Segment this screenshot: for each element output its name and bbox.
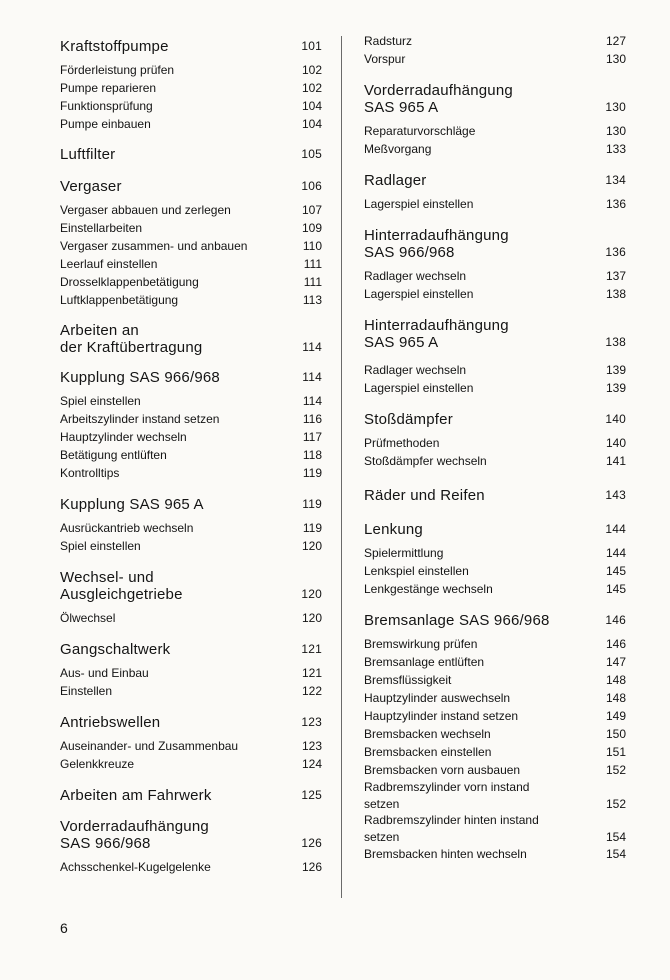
toc-page-number: 147 <box>605 655 626 669</box>
toc-section-heading <box>60 641 322 658</box>
toc-entry <box>60 428 322 446</box>
toc-entry-title: Radsturz <box>364 34 413 48</box>
toc-page-number: 140 <box>605 412 626 426</box>
toc-entry-title: Spiel einstellen <box>60 539 141 553</box>
toc-entry-title: Reparaturvorschläge <box>364 124 476 138</box>
toc-entry-title: Leerlauf einstellen <box>60 257 158 271</box>
toc-entry <box>364 122 626 140</box>
toc-entry <box>60 219 322 237</box>
toc-page-number: 152 <box>605 763 626 777</box>
toc-page-number: 123 <box>301 739 322 753</box>
toc-page-number: 105 <box>301 147 322 161</box>
toc-entry-title: Luftfilter <box>60 146 116 163</box>
toc-entry-title: Lenkung <box>364 521 423 538</box>
toc-page-number: 113 <box>302 293 322 307</box>
toc-page-number: 154 <box>605 829 626 844</box>
toc-page-number: 118 <box>302 448 322 462</box>
toc-entry-title: Vorderradaufhängung SAS 965 A <box>364 82 513 116</box>
toc-entry <box>364 361 626 379</box>
toc-entry <box>60 201 322 219</box>
toc-page-number: 154 <box>605 847 626 861</box>
toc-entry-title: Radbremszylinder vorn instand setzen <box>364 780 530 811</box>
toc-entry-title: Kupplung SAS 966/968 <box>60 369 220 386</box>
toc-entry-title: Betätigung entlüften <box>60 448 167 462</box>
toc-entry <box>364 140 626 158</box>
toc-section-heading <box>60 787 322 804</box>
toc-entry-title: Spielermittlung <box>364 546 444 560</box>
toc-page-number: 104 <box>301 117 322 131</box>
toc-entry <box>364 743 626 761</box>
toc-page-number: 114 <box>302 370 322 384</box>
toc-page-number: 114 <box>302 340 322 354</box>
toc-entry <box>60 446 322 464</box>
toc-entry <box>60 755 322 773</box>
toc-entry <box>60 682 322 700</box>
toc-page-number: 121 <box>301 642 322 656</box>
toc-entry-title: Förderleistung prüfen <box>60 63 175 77</box>
toc-page-number: 120 <box>301 587 322 601</box>
toc-entry-title: Drosselklappenbetätigung <box>60 275 199 289</box>
toc-entry-title: Gelenkkreuze <box>60 757 135 771</box>
toc-entry-title: Räder und Reifen <box>364 487 485 504</box>
toc-page-number: 110 <box>302 239 322 253</box>
toc-entry-title: Kraftstoffpumpe <box>60 38 169 55</box>
toc-entry-title: Kontrolltips <box>60 466 120 480</box>
toc-entry-title: Wechsel- und Ausgleichgetriebe <box>60 569 183 603</box>
toc-page-number: 148 <box>605 691 626 705</box>
toc-entry <box>364 562 626 580</box>
toc-entry-title: Vergaser zusammen- und anbauen <box>60 239 248 253</box>
toc-entry-title: Funktionsprüfung <box>60 99 153 113</box>
toc-entry-title: Auseinander- und Zusammenbau <box>60 739 239 753</box>
toc-page-number: 130 <box>605 124 626 138</box>
toc-entry <box>60 858 322 876</box>
toc-section-heading <box>60 322 322 356</box>
toc-entry-title: Radlager wechseln <box>364 269 467 283</box>
toc-page-number: 144 <box>605 546 626 560</box>
toc-page-number: 143 <box>605 488 626 502</box>
toc-page-number: 125 <box>301 788 322 802</box>
toc-page-number: 122 <box>301 684 322 698</box>
toc-entry-title: Achsschenkel-Kugelgelenke <box>60 860 211 874</box>
toc-entry <box>60 291 322 309</box>
toc-entry-title: Vergaser <box>60 178 122 195</box>
toc-entry <box>364 779 626 812</box>
toc-page-number: 136 <box>605 197 626 211</box>
toc-entry-title: Arbeiten an der Kraftübertragung <box>60 322 203 356</box>
toc-entry-title: Bremsbacken wechseln <box>364 727 491 741</box>
toc-page-number: 151 <box>605 745 626 759</box>
toc-page-number: 114 <box>302 394 322 408</box>
toc-section-heading <box>364 487 626 504</box>
toc-entry-title: Radbremszylinder hinten instand setzen <box>364 813 539 844</box>
toc-entry-title: Vergaser abbauen und zerlegen <box>60 203 231 217</box>
toc-right-column <box>364 32 626 863</box>
toc-section-heading <box>60 496 322 513</box>
toc-entry-title: Radlager <box>364 172 427 189</box>
toc-left-column <box>60 32 322 876</box>
toc-entry-title: Gangschaltwerk <box>60 641 171 658</box>
toc-entry <box>364 285 626 303</box>
toc-entry-title: Bremsbacken einstellen <box>364 745 492 759</box>
toc-entry <box>364 379 626 397</box>
toc-entry-title: Einstellarbeiten <box>60 221 143 235</box>
toc-entry-title: Lenkgestänge wechseln <box>364 582 493 596</box>
toc-section-heading <box>364 172 626 189</box>
toc-entry-title: Meßvorgang <box>364 142 432 156</box>
toc-page-number: 119 <box>302 521 322 535</box>
toc-page-number: 124 <box>301 757 322 771</box>
toc-page-number: 106 <box>301 179 322 193</box>
toc-entry <box>364 635 626 653</box>
toc-entry-title: Arbeitszylinder instand setzen <box>60 412 220 426</box>
toc-section-heading <box>364 317 626 351</box>
toc-section-heading <box>60 369 322 386</box>
toc-entry <box>60 737 322 755</box>
toc-entry-title: Antriebswellen <box>60 714 161 731</box>
toc-entry <box>60 79 322 97</box>
toc-entry <box>364 812 626 845</box>
toc-entry <box>60 519 322 537</box>
toc-page-number: 123 <box>301 715 322 729</box>
toc-page-number: 133 <box>605 142 626 156</box>
toc-entry-title: Pumpe einbauen <box>60 117 151 131</box>
toc-entry-title: Pumpe reparieren <box>60 81 157 95</box>
toc-entry-title: Stoßdämpfer <box>364 411 453 428</box>
toc-page-number: 148 <box>605 673 626 687</box>
toc-page-number: 146 <box>605 613 626 627</box>
toc-page-number: 130 <box>605 100 626 114</box>
toc-page-number: 152 <box>605 796 626 811</box>
toc-section-heading <box>364 612 626 629</box>
toc-entry-title: Aus- und Einbau <box>60 666 149 680</box>
toc-page-number: 102 <box>301 63 322 77</box>
toc-entry-title: Ölwechsel <box>60 611 116 625</box>
toc-entry <box>60 273 322 291</box>
toc-entry <box>364 544 626 562</box>
toc-entry-title: Luftklappenbetätigung <box>60 293 179 307</box>
toc-entry-title: Hauptzylinder wechseln <box>60 430 187 444</box>
toc-entry <box>60 464 322 482</box>
toc-entry-title: Vorspur <box>364 52 406 66</box>
toc-entry-title: Lagerspiel einstellen <box>364 287 474 301</box>
toc-page-number: 137 <box>605 269 626 283</box>
toc-entry <box>60 61 322 79</box>
toc-entry-title: Prüfmethoden <box>364 436 440 450</box>
toc-entry <box>60 609 322 627</box>
toc-entry <box>364 761 626 779</box>
toc-entry <box>364 195 626 213</box>
toc-entry-title: Ausrückantrieb wechseln <box>60 521 194 535</box>
toc-entry-title: Kupplung SAS 965 A <box>60 496 204 513</box>
toc-page-number: 121 <box>301 666 322 680</box>
toc-entry-title: Hauptzylinder instand setzen <box>364 709 519 723</box>
toc-section-heading <box>364 411 626 428</box>
toc-page-number: 117 <box>302 430 322 444</box>
toc-page-number: 145 <box>605 564 626 578</box>
toc-section-heading <box>60 38 322 55</box>
toc-entry-title: Spiel einstellen <box>60 394 141 408</box>
toc-entry-title: Vorderradaufhängung SAS 966/968 <box>60 818 209 852</box>
toc-entry <box>364 845 626 863</box>
toc-entry-title: Radlager wechseln <box>364 363 467 377</box>
toc-page-number: 127 <box>605 34 626 48</box>
toc-page-number: 141 <box>605 454 626 468</box>
toc-entry <box>60 664 322 682</box>
toc-entry <box>60 115 322 133</box>
toc-entry-title: Bremsbacken hinten wechseln <box>364 847 527 861</box>
toc-section-heading <box>60 818 322 852</box>
toc-entry-title: Hinterradaufhängung SAS 965 A <box>364 317 509 351</box>
toc-page-number: 139 <box>605 363 626 377</box>
toc-page-number: 138 <box>605 335 626 349</box>
toc-section-heading <box>364 227 626 261</box>
toc-entry-title: Arbeiten am Fahrwerk <box>60 787 212 804</box>
toc-section-heading <box>60 569 322 603</box>
toc-page-number: 109 <box>301 221 322 235</box>
toc-page-number: 120 <box>301 611 322 625</box>
toc-page-number: 107 <box>301 203 322 217</box>
toc-page-number: 101 <box>301 39 322 53</box>
toc-page-number: 119 <box>302 466 322 480</box>
toc-page-number: 134 <box>605 173 626 187</box>
toc-page-number: 149 <box>605 709 626 723</box>
toc-page-number: 139 <box>605 381 626 395</box>
toc-section-heading <box>60 178 322 195</box>
toc-page-number: 111 <box>303 275 322 289</box>
toc-entry-title: Stoßdämpfer wechseln <box>364 454 487 468</box>
toc-entry <box>364 671 626 689</box>
toc-page-number: 126 <box>301 860 322 874</box>
toc-entry-title: Bremsbacken vorn ausbauen <box>364 763 521 777</box>
toc-entry-title: Einstellen <box>60 684 113 698</box>
toc-section-heading <box>364 521 626 538</box>
toc-entry <box>364 653 626 671</box>
toc-entry <box>60 237 322 255</box>
toc-entry <box>364 32 626 50</box>
toc-entry <box>364 707 626 725</box>
toc-page-number: 111 <box>303 257 322 271</box>
toc-section-heading <box>364 82 626 116</box>
toc-page-number: 146 <box>605 637 626 651</box>
page-number: 6 <box>60 920 68 936</box>
toc-entry-title: Bremsanlage SAS 966/968 <box>364 612 550 629</box>
toc-page-number: 119 <box>302 497 322 511</box>
toc-entry-title: Bremsanlage entlüften <box>364 655 485 669</box>
toc-entry <box>364 452 626 470</box>
toc-entry-title: Bremswirkung prüfen <box>364 637 478 651</box>
toc-entry <box>60 410 322 428</box>
toc-entry <box>60 537 322 555</box>
toc-page-number: 136 <box>605 245 626 259</box>
toc-entry <box>60 97 322 115</box>
toc-page-number: 138 <box>605 287 626 301</box>
toc-entry <box>364 434 626 452</box>
toc-page-number: 130 <box>605 52 626 66</box>
toc-entry-title: Hinterradaufhängung SAS 966/968 <box>364 227 509 261</box>
toc-page-number: 120 <box>301 539 322 553</box>
column-divider <box>341 36 342 898</box>
toc-entry <box>60 255 322 273</box>
toc-entry-title: Bremsflüssigkeit <box>364 673 452 687</box>
toc-entry <box>364 725 626 743</box>
toc-page-number: 126 <box>301 836 322 850</box>
toc-entry <box>364 580 626 598</box>
toc-page-number: 145 <box>605 582 626 596</box>
toc-entry-title: Lenkspiel einstellen <box>364 564 469 578</box>
toc-entry <box>364 689 626 707</box>
toc-page-number: 144 <box>605 522 626 536</box>
toc-page-number: 116 <box>302 412 322 426</box>
toc-entry <box>364 50 626 68</box>
toc-page-number: 104 <box>301 99 322 113</box>
toc-page-number: 140 <box>605 436 626 450</box>
toc-entry-title: Lagerspiel einstellen <box>364 381 474 395</box>
toc-section-heading <box>60 714 322 731</box>
toc-page-number: 150 <box>605 727 626 741</box>
toc-entry-title: Lagerspiel einstellen <box>364 197 474 211</box>
toc-section-heading <box>60 146 322 163</box>
toc-entry <box>60 392 322 410</box>
toc-entry-title: Hauptzylinder auswechseln <box>364 691 511 705</box>
toc-entry <box>364 267 626 285</box>
toc-page-number: 102 <box>301 81 322 95</box>
